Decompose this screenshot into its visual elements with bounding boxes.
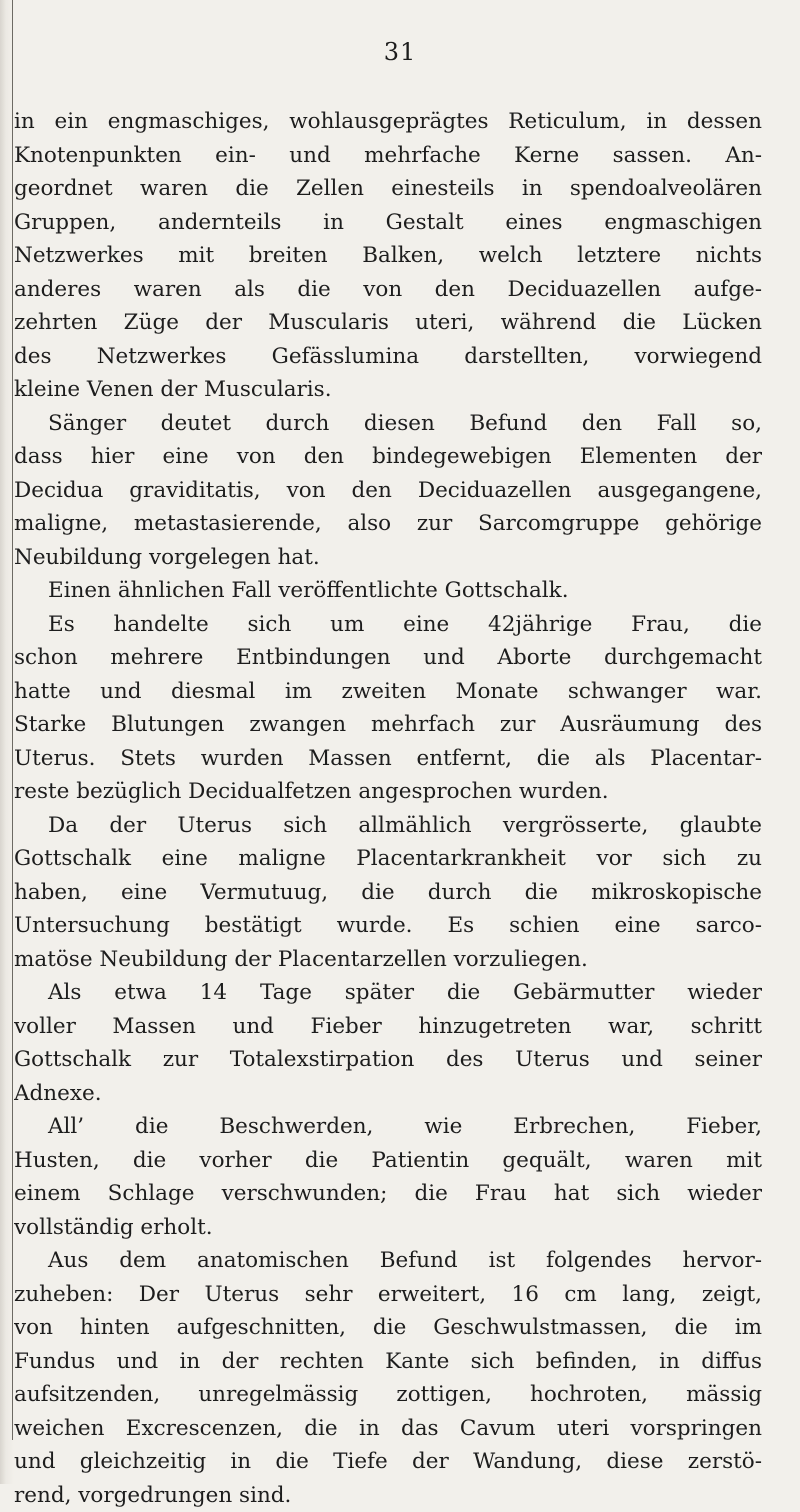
text-line: Neubildung vorgelegen hat.	[14, 541, 762, 575]
text-line: schon mehrere Entbindungen und Aborte durchgemacht	[14, 641, 762, 675]
text-line: von hinten aufgeschnitten, die Geschwulstmassen, die im	[14, 1311, 762, 1345]
text-line: Decidua graviditatis, von den Deciduazellen ausgegangene,	[14, 474, 762, 508]
text-line: dass hier eine von den bindegewebigen Elementen der	[14, 440, 762, 474]
text-line: hatte und diesmal im zweiten Monate schwanger war.	[14, 675, 762, 709]
text-line: Aus dem anatomischen Befund ist folgendes hervor-	[14, 1244, 762, 1278]
text-line: geordnet waren die Zellen einesteils in spendoalveolären	[14, 172, 762, 206]
page-edge-line	[12, 0, 13, 1440]
text-line: Als etwa 14 Tage später die Gebärmutter wieder	[14, 976, 762, 1010]
text-line: All’ die Beschwerden, wie Erbrechen, Fieber,	[14, 1110, 762, 1144]
text-line: Adnexe.	[14, 1077, 762, 1111]
text-line: zehrten Züge der Muscularis uteri, während die Lücken	[14, 306, 762, 340]
text-line: aufsitzenden, unregelmässig zottigen, hochroten, mässig	[14, 1378, 762, 1412]
text-line: Einen ähnlichen Fall veröffentlichte Gottschalk.	[14, 574, 762, 608]
text-line: haben, eine Vermutuug, die durch die mikroskopische	[14, 876, 762, 910]
text-line: Untersuchung bestätigt wurde. Es schien eine sarco-	[14, 909, 762, 943]
text-line: matöse Neubildung der Placentarzellen vorzuliegen.	[14, 943, 762, 977]
text-line: Starke Blutungen zwangen mehrfach zur Ausräumung des	[14, 708, 762, 742]
text-line: und gleichzeitig in die Tiefe der Wandung, diese zerstö-	[14, 1445, 762, 1479]
text-line: kleine Venen der Muscularis.	[14, 373, 762, 407]
text-line: reste bezüglich Decidualfetzen angesprochen wurden.	[14, 775, 762, 809]
text-line: Husten, die vorher die Patientin gequält, waren mit	[14, 1144, 762, 1178]
text-line: Da der Uterus sich allmählich vergrösserte, glaubte	[14, 809, 762, 843]
text-line: Netzwerkes mit breiten Balken, welch letztere nichts	[14, 239, 762, 273]
text-line: Gottschalk eine maligne Placentarkrankheit vor sich zu	[14, 842, 762, 876]
text-line: des Netzwerkes Gefässlumina darstellten, vorwiegend	[14, 340, 762, 374]
page-number: 31	[0, 38, 800, 66]
text-line: voller Massen und Fieber hinzugetreten war, schritt	[14, 1010, 762, 1044]
body-text	[14, 105, 762, 1512]
text-line: vollständig erholt.	[14, 1211, 762, 1245]
text-line: Gottschalk zur Totalexstirpation des Uterus und seiner	[14, 1043, 762, 1077]
text-line: Fundus und in der rechten Kante sich befinden, in diffus	[14, 1345, 762, 1379]
text-line: rend, vorgedrungen sind.	[14, 1479, 762, 1512]
text-line: in ein engmaschiges, wohlausgeprägtes Reticulum, in dessen	[14, 105, 762, 139]
text-line: weichen Excrescenzen, die in das Cavum uteri vorspringen	[14, 1412, 762, 1446]
text-line: Knotenpunkten ein- und mehrfache Kerne sassen. An-	[14, 139, 762, 173]
text-line: maligne, metastasierende, also zur Sarcomgruppe gehörige	[14, 507, 762, 541]
text-line: Sänger deutet durch diesen Befund den Fall so,	[14, 407, 762, 441]
text-line: einem Schlage verschwunden; die Frau hat sich wieder	[14, 1177, 762, 1211]
text-line: Uterus. Stets wurden Massen entfernt, die als Placentar-	[14, 742, 762, 776]
text-line: Es handelte sich um eine 42jährige Frau, die	[14, 608, 762, 642]
text-line: Gruppen, andernteils in Gestalt eines engmaschigen	[14, 206, 762, 240]
text-line: zuheben: Der Uterus sehr erweitert, 16 cm lang, zeigt,	[14, 1278, 762, 1312]
text-line: anderes waren als die von den Deciduazellen aufge-	[14, 273, 762, 307]
